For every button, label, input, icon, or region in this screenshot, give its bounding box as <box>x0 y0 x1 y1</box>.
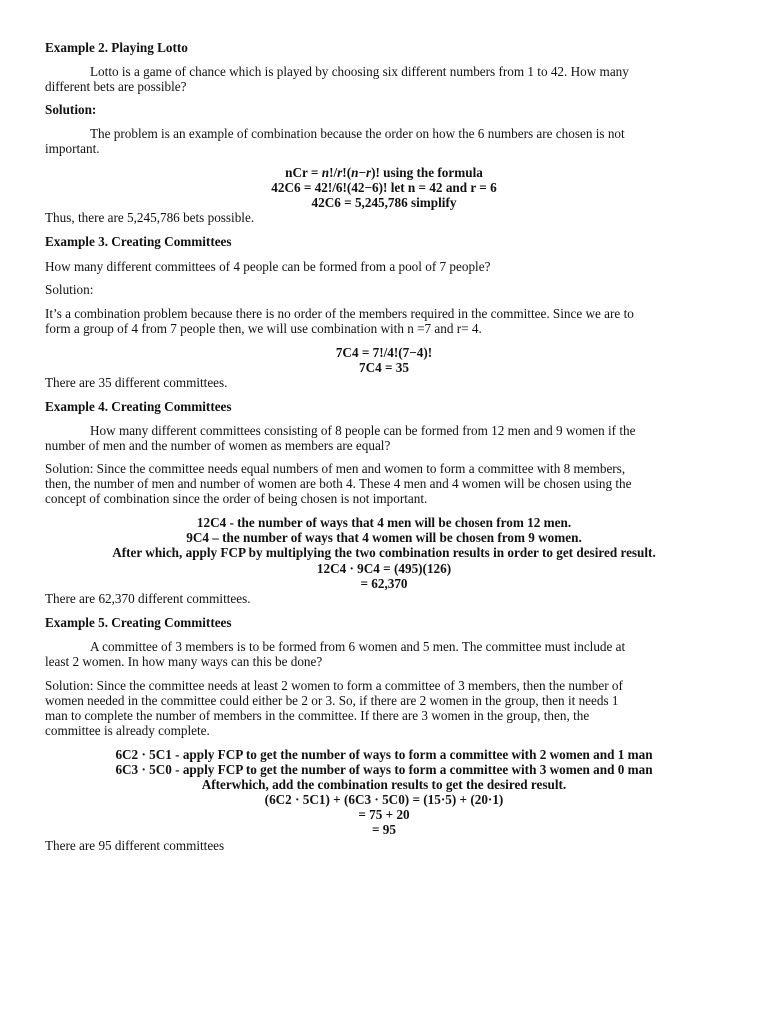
example-2-solution-line-2: important. <box>45 141 100 156</box>
example-4-problem-line-2: number of men and the number of women as members are equal? <box>45 438 391 453</box>
example-4-result: There are 62,370 different committees. <box>45 591 251 606</box>
example-5-problem-line-2: least 2 women. In how many ways can this be done? <box>45 654 323 669</box>
example-2-formula-3: 42C6 = 5,245,786 simplify <box>311 195 457 210</box>
example-4-formula-3: After which, apply FCP by multiplying the two combination results in order to get desired result. <box>112 545 656 560</box>
example-2-problem-line-1: Lotto is a game of chance which is played by choosing six different numbers from 1 to 42. How many <box>90 64 629 79</box>
example-4-formula-1: 12C4 - the number of ways that 4 men will be chosen from 12 men. <box>196 515 572 530</box>
example-5-formula-5: = 75 + 20 <box>358 807 410 822</box>
example-2-formula-1: nCr = n!/r!(n−r)! using the formula <box>285 165 483 180</box>
example-4-solution-line-3: concept of combination since the order of being chosen is not important. <box>45 491 428 506</box>
example-3-question: How many different committees of 4 people can be formed from a pool of 7 people? <box>45 259 491 274</box>
example-5-solution-line-1: Solution: Since the committee needs at least 2 women to form a committee of 3 members, then the number of <box>45 678 623 693</box>
example-2-result: Thus, there are 5,245,786 bets possible. <box>45 210 255 225</box>
example-3-solution-label: Solution: <box>45 282 94 297</box>
example-3-solution-line-2: form a group of 4 from 7 people then, we will use combination with n =7 and r= 4. <box>45 321 482 336</box>
example-5-formula-1: 6C2 · 5C1 - apply FCP to get the number of ways to form a committee with 2 women and 1 man <box>115 747 653 762</box>
example-4-formula-2: 9C4 – the number of ways that 4 women will be chosen from 9 women. <box>186 530 582 545</box>
example-5-formula-4: (6C2 · 5C1) + (6C3 · 5C0) = (15·5) + (20·1) <box>264 792 504 807</box>
example-5-solution-line-2: women needed in the committee could either be 2 or 3. So, if there are 2 women in the group, then it needs 1 <box>45 693 619 708</box>
example-3-heading: Example 3. Creating Committees <box>45 234 232 249</box>
example-4-heading: Example 4. Creating Committees <box>45 399 232 414</box>
example-5-formula-6: = 95 <box>372 822 396 837</box>
example-5-heading: Example 5. Creating Committees <box>45 615 232 630</box>
example-2-formula-2: 42C6 = 42!/6!(42−6)! let n = 42 and r = 6 <box>271 180 497 195</box>
example-5-result: There are 95 different committees <box>45 838 225 853</box>
example-3-solution-line-1: It’s a combination problem because there is no order of the members required in the committee. Since we are to <box>45 306 634 321</box>
example-5-formula-2: 6C3 · 5C0 - apply FCP to get the number of ways to form a committee with 3 women and 0 man <box>115 762 653 777</box>
example-4-solution-line-2: then, the number of men and number of women are both 4. These 4 men and 4 women will be chosen using the <box>45 476 632 491</box>
example-5-formula-3: Afterwhich, add the combination results to get the desired result. <box>201 777 567 792</box>
example-4-solution-line-1: Solution: Since the committee needs equal numbers of men and women to form a committee with 8 members, <box>45 461 626 476</box>
example-3-formula-1: 7C4 = 7!/4!(7−4)! <box>335 345 433 360</box>
example-5-solution-line-3: man to complete the number of members in the committee. If there are 3 women in the group, then, the <box>45 708 590 723</box>
example-4-problem-line-1: How many different committees consisting of 8 people can be formed from 12 men and 9 women if the <box>90 423 636 438</box>
example-4-formula-5: = 62,370 <box>360 576 408 591</box>
example-2-heading: Example 2. Playing Lotto <box>45 40 188 55</box>
example-2-problem-line-2: different bets are possible? <box>45 79 187 94</box>
example-2-solution-label: Solution: <box>45 102 97 117</box>
example-3-result: There are 35 different committees. <box>45 375 228 390</box>
example-5-solution-line-4: committee is already complete. <box>45 723 210 738</box>
example-5-problem-line-1: A committee of 3 members is to be formed from 6 women and 5 men. The committee must include at <box>90 639 626 654</box>
example-2-solution-line-1: The problem is an example of combination because the order on how the 6 numbers are chosen is not <box>90 126 625 141</box>
example-4-formula-4: 12C4 · 9C4 = (495)(126) <box>316 561 452 576</box>
example-3-formula-2: 7C4 = 35 <box>358 360 409 375</box>
